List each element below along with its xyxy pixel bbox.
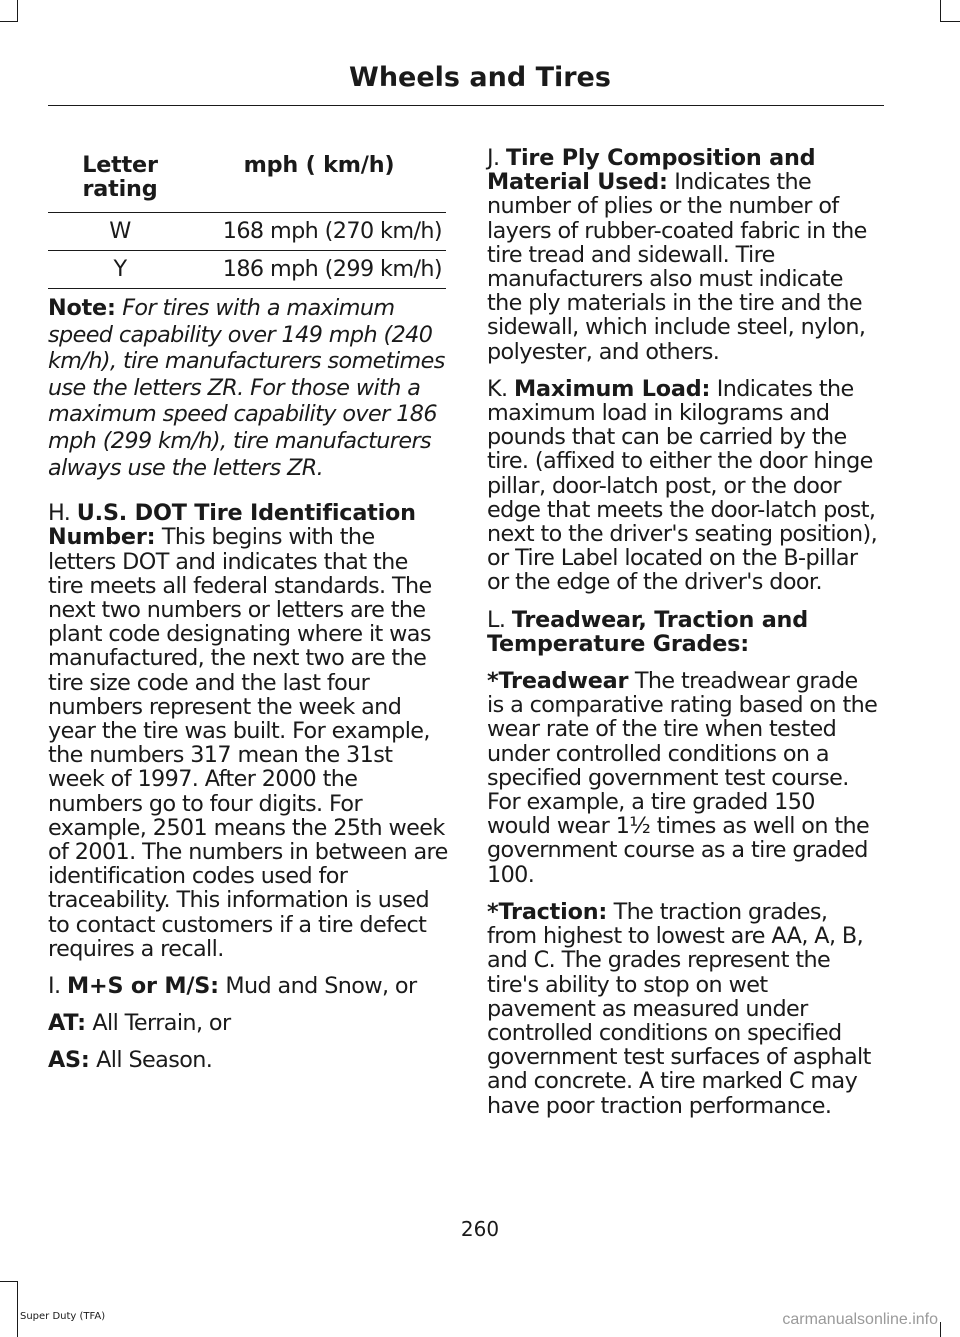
note-paragraph: [48, 295, 448, 481]
section-prefix: I.: [48, 973, 61, 1000]
section-text: This begins with the letters DOT and indicates that the tire meets all federal standards. The next two numbers or letters are the plant code designating where it was manufactured, the next two are the tire size code and the last four numbers represent the week and year the tire was built. For example, the numbers 317 mean the 31st week of 1997. After 2000 the numbers go to four digits. For example, 2501 means the 25th week of 2001. The numbers in between are identification codes used for traceability. This information is used to contact customers if a tire defect requires a recall.: [48, 524, 448, 962]
crop-mark: [940, 0, 941, 22]
note-text: For tires with a maximum speed capability over 149 mph (240 km/h), tire manufacturers sometimes use the letters ZR. For those with a maximum speed capability over 186 mph (299 km/h), tire manufacturers always use the letters ZR.: [48, 295, 445, 481]
crop-mark: [0, 1281, 18, 1282]
section-label: Maximum Load:: [514, 375, 711, 402]
all-season-paragraph: [48, 1048, 448, 1072]
section-prefix: L.: [487, 606, 506, 633]
watermark: carmanualsonline.info: [782, 1311, 938, 1328]
treadwear-text: The treadwear grade is a comparative rating based on the wear rate of the tire when tested under controlled conditions on a specified government test course. For example, a tire graded 150 would wear 1½ times as well on the government course as a tire graded 100.: [487, 668, 878, 888]
section-label: U.S. DOT Tire Identification Number:: [48, 500, 416, 551]
section-h-paragraph: [48, 501, 448, 961]
traction-paragraph: [487, 900, 880, 1118]
all-terrain-paragraph: [48, 1011, 448, 1035]
table-row: [48, 213, 446, 251]
section-label: AS:: [48, 1047, 90, 1074]
table-header-row: [48, 146, 446, 213]
treadwear-label: *Treadwear: [487, 668, 629, 695]
section-text: Indicates the number of plies or the number of layers of rubber-coated fabric in the tire tread and sidewall. Tire manufacturers also must indicate the ply materials in the tire and the sidewall, which include steel, nylon, polyester, and others.: [487, 169, 867, 365]
table-row: [48, 251, 446, 289]
treadwear-paragraph: [487, 669, 880, 887]
section-prefix: H.: [48, 500, 71, 527]
section-label: AT:: [48, 1010, 86, 1037]
column-header-speed: mph ( km/h): [243, 152, 395, 178]
section-l-paragraph: [487, 608, 880, 656]
right-column: [487, 146, 880, 1131]
speed-rating-table: [48, 146, 446, 289]
section-k-paragraph: [487, 377, 880, 595]
section-i-paragraph: [48, 974, 448, 998]
rating-cell: Y: [48, 251, 192, 289]
section-j-paragraph: [487, 146, 880, 364]
crop-mark: [940, 1322, 941, 1337]
speed-cell: 168 mph (270 km/h): [192, 213, 446, 251]
rating-cell: W: [48, 213, 192, 251]
crop-mark: [17, 0, 18, 22]
crop-mark: [17, 1281, 18, 1337]
section-text: Mud and Snow, or: [225, 973, 417, 1000]
traction-text: The traction grades, from highest to lowest are AA, A, B, and C. The grades represent the tire's ability to stop on wet pavement as measured under controlled conditions on specified government test surfaces of asphalt and concrete. A tire marked C may have poor traction performance.: [487, 898, 871, 1119]
speed-cell: 186 mph (299 km/h): [192, 251, 446, 289]
note-label: Note:: [48, 295, 116, 321]
traction-label: *Traction:: [487, 898, 608, 925]
edition-label: Super Duty (TFA): [20, 1311, 106, 1322]
section-label: M+S or M/S:: [66, 973, 219, 1000]
crop-mark: [940, 21, 960, 22]
section-label: Treadwear, Traction and Temperature Grades:: [487, 606, 808, 657]
section-text: All Terrain, or: [92, 1010, 231, 1037]
section-text: All Season.: [96, 1047, 213, 1074]
column-header-letter-rating: Letter rating: [82, 152, 158, 203]
section-prefix: K.: [487, 375, 508, 402]
crop-mark: [0, 21, 18, 22]
section-prefix: J.: [487, 145, 500, 171]
section-label: Tire Ply Composition and Material Used:: [487, 145, 816, 196]
header-divider: [48, 105, 884, 106]
page-number: 260: [460, 1217, 500, 1241]
page-title: Wheels and Tires: [349, 62, 611, 93]
left-column: [48, 146, 448, 1086]
section-text: Indicates the maximum load in kilograms and pounds that can be carried by the tire. (affixed to either the door hinge pillar, door-latch post, or the door edge that meets the door-latch post, next to the driver's seating position), or Tire Label located on the B-pillar or the edge of the driver's door.: [487, 375, 878, 596]
